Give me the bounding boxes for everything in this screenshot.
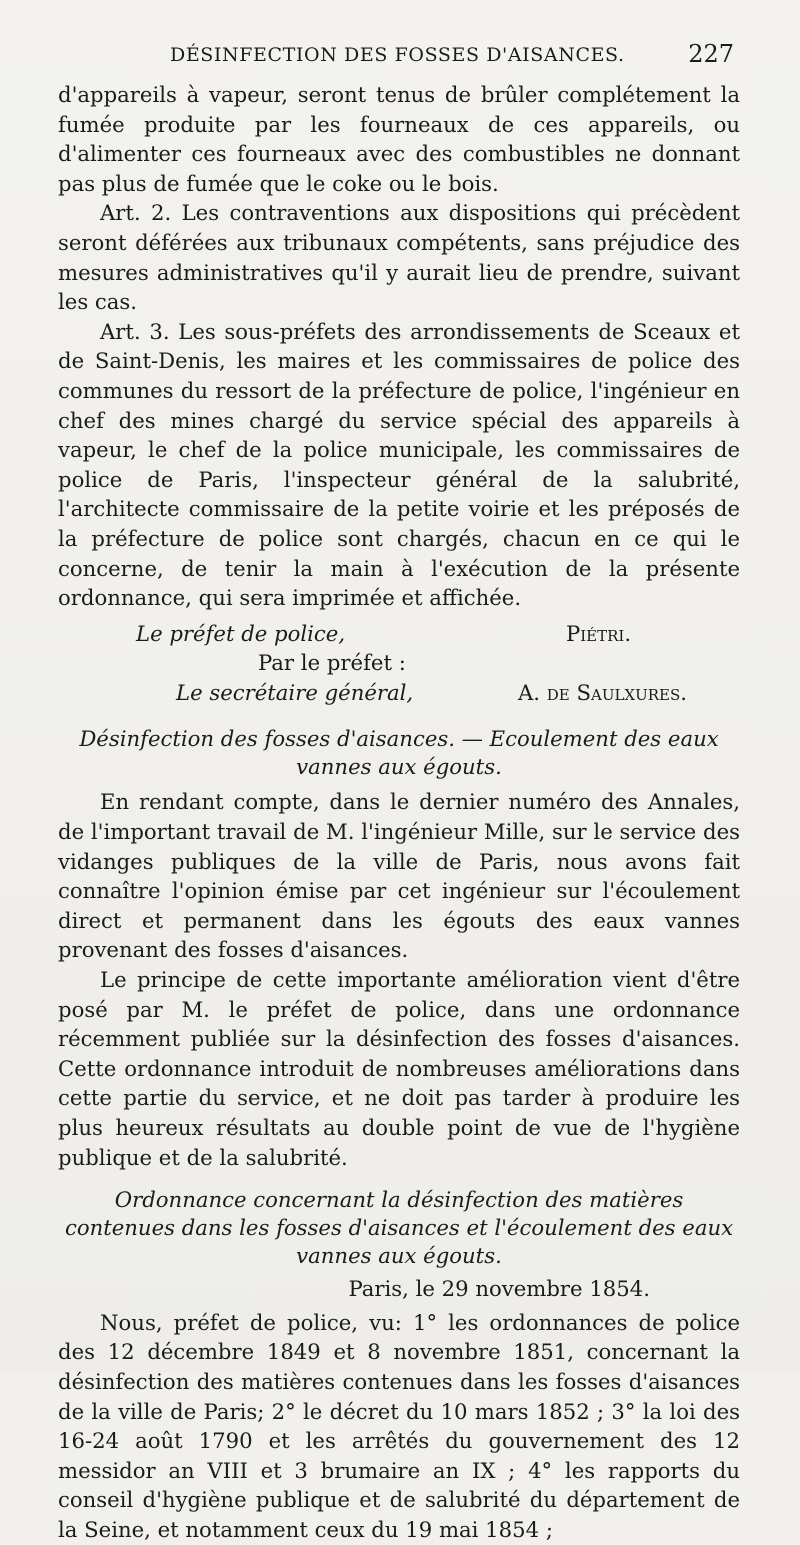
- prefect-label: Le préfet de police,: [136, 620, 346, 646]
- paragraph-continued: d'appareils à vapeur, seront tenus de brûler complétement la fumée produite par les fourneaux de ces appareils, ou d'alimenter ces fourneaux avec des combustibles ne donnant pas plus de fumée que le coke ou le bois.: [58, 82, 740, 196]
- page-number: 227: [688, 40, 734, 68]
- signature-secretary: [58, 678, 740, 708]
- prefect-name: Piétri.: [566, 620, 632, 646]
- section-title-ordonnance: Ordonnance concernant la désinfection des matières contenues dans les fosses d'aisances et l'écoulement des eaux vannes aux égouts.: [64, 1187, 734, 1269]
- paragraph-compte-rendu: En rendant compte, dans le dernier numéro des Annales, de l'important travail de M. l'ingénieur Mille, sur le service des vidanges publiques de la ville de Paris, nous avons fait connaître l'opinion émise par cet ingénieur sur l'écoulement direct et permanent dans les égouts des eaux vannes provenant des fosses d'aisances.: [58, 789, 740, 963]
- paragraph-art-3: Art. 3. Les sous-préfets des arrondissements de Sceaux et de Saint-Denis, les maires et les commissaires de police des communes du ressort de la préfecture de police, l'ingénieur en chef des mines chargé du service spécial des appareils à vapeur, le chef de la police municipale, les commissaires de police de Paris, l'inspecteur général de la salubrité, l'architecte commissaire de la petite voirie et les préposés de la préfecture de police sont chargés, chacun en ce qui le concerne, de tenir la main à l'exécution de la présente ordonnance, qui sera imprimée et affichée.: [58, 318, 740, 611]
- secretary-name: A. de Saulxures.: [518, 679, 688, 705]
- secretary-label: Le secrétaire général,: [176, 679, 414, 705]
- signature-prefect: [58, 619, 740, 649]
- paragraph-art-2: Art. 2. Les contraventions aux dispositions qui précèdent seront déférées aux tribunaux compétents, sans préjudice des mesures administratives qu'il y aurait lieu de prendre, suivant les cas.: [58, 200, 740, 315]
- body-text: [58, 80, 740, 1545]
- running-title: DÉSINFECTION DES FOSSES D'AISANCES.: [170, 44, 625, 66]
- ordonnance-date: Paris, le 29 novembre 1854.: [348, 1276, 650, 1302]
- section-title-desinfection: Désinfection des fosses d'aisances. — Ecoulement des eaux vannes aux égouts.: [79, 726, 719, 780]
- running-header: [0, 40, 800, 76]
- signature-by-prefect: [58, 648, 740, 678]
- paragraph-nous-prefet: Nous, préfet de police, vu: 1° les ordonnances de police des 12 décembre 1849 et 8 novembre 1851, concernant la désinfection des matières contenues dans les fosses d'aisances de la ville de Paris; 2° le décret du 10 mars 1852 ; 3° la loi des 16-24 août 1790 et les arrêtés du gouvernement des 12 messidor an VIII et 3 brumaire an IX ; 4° les rapports du conseil d'hygiène publique et de salubrité du département de la Seine, et notamment ceux du 19 mai 1854 ;: [58, 1309, 740, 1542]
- by-prefect-label: Par le préfet :: [258, 650, 406, 676]
- paragraph-principe: Le principe de cette importante amélioration vient d'être posé par M. le préfet de police, dans une ordonnance récemment publiée sur la désinfection des fosses d'aisances. Cette ordonnance introduit de nombreuses améliorations dans cette partie du service, et ne doit pas tarder à produire les plus heureux résultats au double point de vue de l'hygiène publique et de la salubrité.: [58, 967, 740, 1170]
